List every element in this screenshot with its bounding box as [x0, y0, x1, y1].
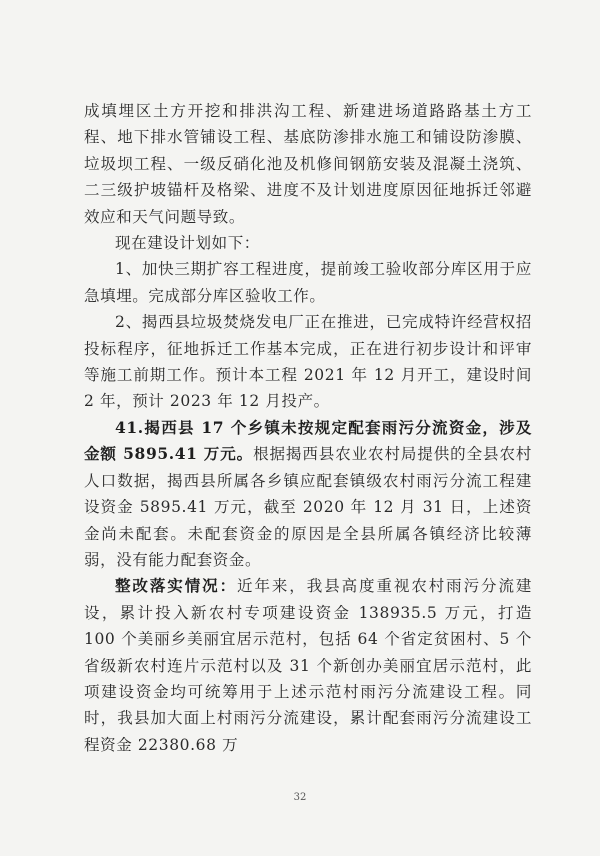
paragraph-1-text: 成填埋区土方开挖和排洪沟工程、新建进场道路路基土方工程、地下排水管铺设工程、基底防渗排水施工和铺设防渗膜、垃圾坝工程、一级反硝化池及机修间钢筋安装及混凝土浇筑、二三级护坡锚杆及格梁、进度不及计划进度原因征地拆迁邻避效应和天气问题导致。 — [84, 102, 532, 226]
paragraph-4-text: 2、揭西县垃圾焚烧发电厂正在推进，已完成特许经营权招投标程序，征地拆迁工作基本完成，正在进行初步设计和评审等施工前期工作。预计本工程 2021 年 12 月开工，建设时间 2 年，预计 2023 年 12 月投产。 — [84, 313, 532, 411]
paragraph-5 — [84, 415, 532, 573]
issue-41-heading: 41.揭西县 17 个乡镇未按规定配套雨污分流资金，涉及金额 5895.41 万元。 — [84, 417, 532, 464]
paragraph-1 — [84, 98, 532, 230]
paragraph-6-text: 近年来，我县高度重视农村雨污分流建设，累计投入新农村专项建设资金 138935.5 万元，打造 100 个美丽乡美丽宜居示范村，包括 64 个省定贫困村、5 个省级新农村连片示范村以及 31 个新创办美丽宜居示范村，此项建设资金均可统筹用于上述示范村雨污分流建设工程。同时，我县加大面上村雨污分流建设，累计配套雨污分流建设工程资金 22380.68 万 — [84, 577, 532, 754]
paragraph-2-text: 现在建设计划如下： — [115, 234, 260, 253]
paragraph-3-text: 1、加快三期扩容工程进度，提前竣工验收部分库区用于应急填埋。完成部分库区验收工作。 — [84, 260, 532, 305]
page-number: 32 — [293, 792, 307, 803]
paragraph-4 — [84, 309, 532, 415]
paragraph-6 — [84, 573, 532, 758]
body-text — [84, 98, 532, 758]
rectification-heading: 整改落实情况： — [115, 576, 238, 596]
paragraph-2 — [84, 230, 532, 256]
paragraph-3 — [84, 256, 532, 309]
paragraph-5-text: 根据揭西县农业农村局提供的全县农村人口数据，揭西县所属各乡镇应配套镇级农村雨污分流工程建设资金 5895.41 万元，截至 2020 年 12 月 31 日，上述资金尚未配套。未配套资金的原因是全县所属各镇经济比较薄弱，没有能力配套资金。 — [84, 445, 532, 569]
